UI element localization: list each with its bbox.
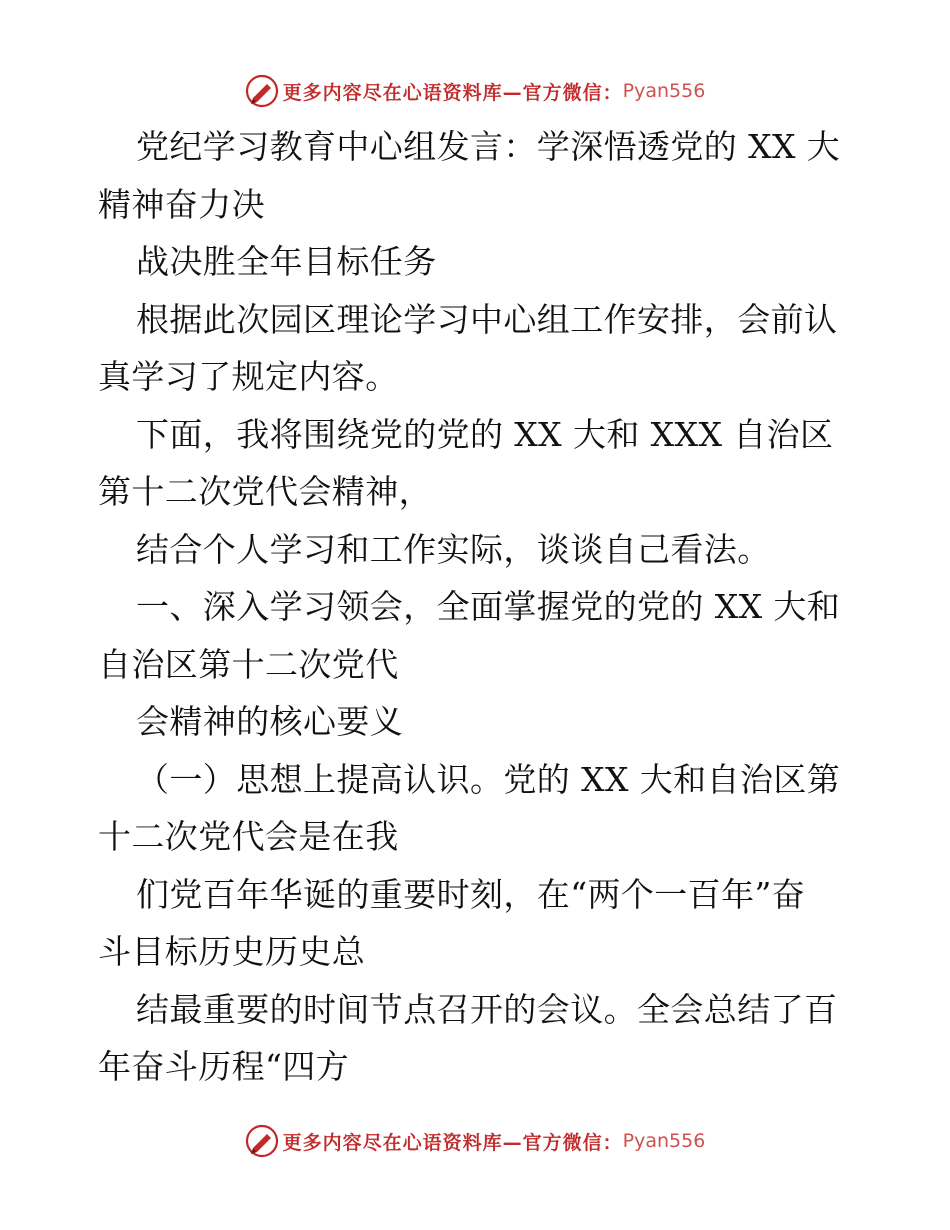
text-line: 战决胜全年目标任务 <box>136 242 437 281</box>
text-line: 十二次党代会是在我 <box>98 817 399 856</box>
text-line: 自治区第十二次党代 <box>98 644 399 684</box>
text-line: 根据此次园区理论学习中心组工作安排，会前认 <box>136 299 838 339</box>
watermark-wechat-id: Pyan556 <box>622 1130 706 1152</box>
text-line: 年奋斗历程“四方 <box>98 1047 350 1086</box>
watermark-banner-bottom <box>0 1121 950 1161</box>
text-line: 真学习了规定内容。 <box>98 357 399 396</box>
text-line: 党纪学习教育中心组发言：学深悟透党的 XX 大 <box>136 127 841 166</box>
text-line: 斗目标历史历史总 <box>98 932 366 971</box>
pen-logo-icon <box>245 74 279 108</box>
text-line: 下面，我将围绕党的党的 XX 大和 XXX 自治区 <box>136 414 834 454</box>
text-line: 第十二次党代会精神， <box>98 472 432 511</box>
text-line: 结最重要的时间节点召开的会议。全会总结了百 <box>136 989 838 1029</box>
text-line: 一、深入学习领会，全面掌握党的党的 XX 大和 <box>136 587 841 626</box>
watermark-text: 更多内容尽在心语资料库—官方微信： <box>282 1131 623 1154</box>
document-body <box>98 118 858 1096</box>
text-line: 结合个人学习和工作实际，谈谈自己看法。 <box>136 529 771 569</box>
watermark-banner-top <box>0 71 950 111</box>
watermark-wechat-id: Pyan556 <box>622 80 706 102</box>
watermark-text: 更多内容尽在心语资料库—官方微信： <box>282 81 623 104</box>
pen-logo-icon <box>245 1124 279 1158</box>
text-line: 会精神的核心要义 <box>136 702 404 741</box>
text-line: 精神奋力决 <box>98 184 265 224</box>
text-line: （一）思想上提高认识。党的 XX 大和自治区第 <box>136 759 841 799</box>
text-line: 们党百年华诞的重要时刻，在“两个一百年”奋 <box>136 874 806 914</box>
